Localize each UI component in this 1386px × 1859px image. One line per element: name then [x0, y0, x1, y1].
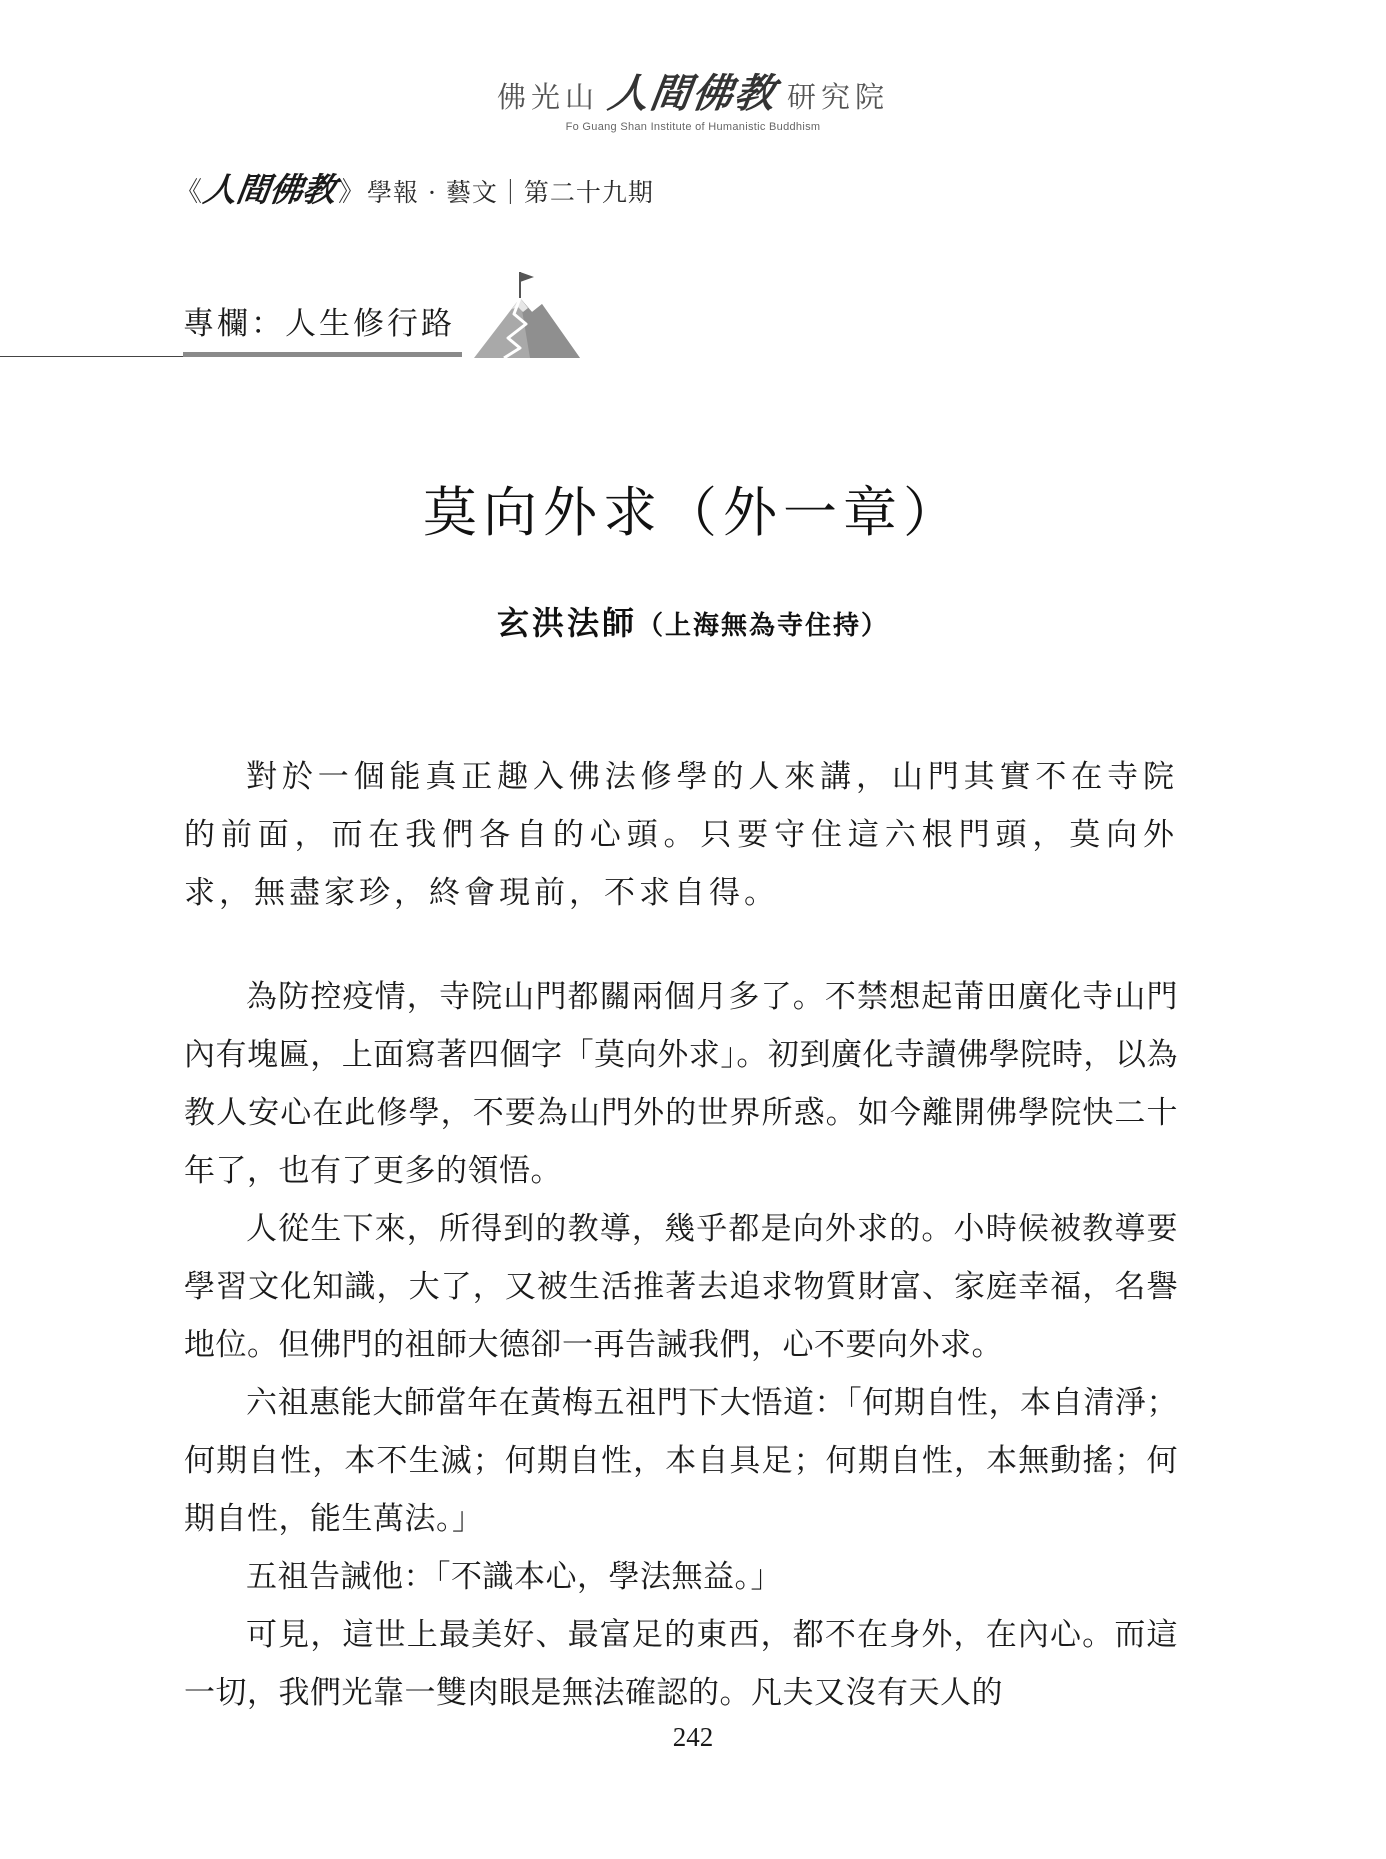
journal-close-bracket: 》 — [338, 177, 365, 208]
article-title: 莫向外求（外一章） — [423, 481, 963, 544]
institute-logo-text: 人間佛教 — [605, 70, 780, 117]
institute-header — [0, 62, 1386, 133]
article-body — [184, 748, 1178, 1722]
article-byline — [0, 598, 1386, 644]
column-banner — [0, 268, 600, 368]
author-affiliation: （上海無為寺住持） — [637, 611, 890, 641]
paragraph-4: 六祖惠能大師當年在黃梅五祖門下大悟道：「何期自性，本自清淨；何期自性，本不生滅；何期自性，本自具足；何期自性，本無動搖；何期自性，能生萬法。」 — [184, 1385, 1178, 1537]
institute-name-prefix: 佛光山 — [496, 80, 599, 114]
mountain-flag-icon — [470, 268, 582, 360]
column-underline-bar — [183, 352, 462, 357]
journal-logo-text: 人間佛教 — [200, 170, 339, 209]
institute-name-suffix: 研究院 — [787, 80, 890, 114]
institute-english-name: Fo Guang Shan Institute of Humanistic Buddhism — [565, 121, 821, 133]
paragraph-3: 人從生下來，所得到的教導，幾乎都是向外求的。小時候被教導要學習文化知識，大了，又被生活推著去追求物質財富、家庭幸福，名譽地位。但佛門的祖師大德卻一再告誡我們，心不要向外求。 — [184, 1211, 1178, 1363]
paragraph-5: 五祖告誡他：「不識本心，學法無益。」 — [246, 1559, 782, 1595]
column-label: 專欄：人生修行路 — [183, 306, 455, 342]
journal-header — [175, 164, 654, 211]
institute-name — [497, 62, 889, 119]
paragraph-6: 可見，這世上最美好、最富足的東西，都不在身外，在內心。而這一切，我們光靠一雙肉眼是無法確認的。凡夫又沒有天人的 — [184, 1617, 1178, 1711]
journal-issue-info: 學報 · 藝文｜第二十九期 — [367, 178, 654, 207]
paragraph-2: 為防控疫情，寺院山門都關兩個月多了。不禁想起莆田廣化寺山門內有塊匾，上面寫著四個字「莫向外求」。初到廣化寺讀佛學院時，以為教人安心在此修學，不要為山門外的世界所惑。如今離開佛學院快二十年了，也有了更多的領悟。 — [184, 979, 1178, 1189]
journal-open-bracket: 《 — [175, 177, 202, 208]
page-number: 242 — [672, 1722, 714, 1752]
author-name: 玄洪法師 — [496, 604, 637, 642]
paragraph-1: 對於一個能真正趣入佛法修學的人來講，山門其實不在寺院的前面，而在我們各自的心頭。只要守住這六根門頭，莫向外求，無盡家珍，終會現前，不求自得。 — [184, 759, 1178, 911]
